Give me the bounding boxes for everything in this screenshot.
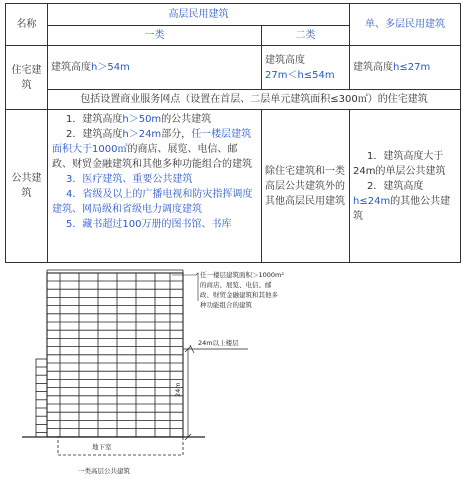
public-multi-cell	[350, 110, 461, 263]
area-callout	[172, 273, 198, 301]
row-label-residential: 住宅建筑	[6, 46, 48, 110]
public-c3-item-1: 1．建筑高度大于24m的单层公共建筑	[353, 150, 446, 177]
residential-c1-value: h＞54m	[91, 62, 130, 73]
building-classification-table	[5, 3, 461, 263]
header-multi-storey: 单、多层民用建筑	[350, 4, 461, 46]
callout-line-3: 政、财贸金融建筑和其他多	[200, 291, 278, 299]
above-24m-label: 24m以上楼层	[198, 339, 239, 347]
height-dimension	[185, 346, 191, 440]
public-c1-item-3: 3．医疗建筑、重要公共建筑	[66, 174, 193, 185]
public-c3-item-2: 2．建筑高度h≤24m的其他公共建筑	[353, 180, 451, 222]
public-class-1-cell	[48, 110, 262, 263]
public-c1-item-1: 1．建筑高度h＞50m的公共建筑	[66, 114, 212, 125]
figure-caption: 一类高层公共建筑	[78, 467, 130, 475]
residential-c3-value: h≤27m	[393, 62, 431, 73]
public-class-2-cell: 除住宅建筑和一类高层公共建筑外的其他高层民用建筑	[262, 110, 350, 263]
residential-class-2-cell	[262, 46, 350, 90]
header-class-2: 二类	[262, 26, 350, 46]
header-name: 名称	[6, 4, 48, 46]
residential-multi-cell	[350, 46, 461, 90]
public-c1-item-4: 4．省级及以上的广播电视和防灾指挥调度建筑、网局级和省级电力调度建筑	[52, 189, 253, 215]
residential-c2-prefix: 建筑高度	[265, 54, 305, 66]
residential-c1-prefix: 建筑高度	[51, 62, 91, 73]
residential-c2-value: 27m＜h≤54m	[265, 69, 335, 81]
residential-note: 包括设置商业服务网点（设置在首层、二层单元建筑面积≤300㎡）的住宅建筑	[48, 90, 461, 110]
header-class-1: 一类	[48, 26, 262, 46]
basement-label: 地下室	[92, 443, 112, 451]
public-c1-item-2: 2．建筑高度h＞24m部分，任一楼层建筑面积大于1000㎡的商店、展览、电信、邮政、财贸金融建筑和其他多种功能组合的建筑	[52, 129, 252, 170]
floor-lines	[36, 281, 183, 437]
callout-line-2: 的商店、展览、电信、邮	[200, 281, 272, 289]
residential-class-1-cell	[48, 46, 262, 90]
high-rise-building-diagram	[0, 265, 468, 481]
height-24m-label: 24m	[174, 382, 182, 397]
public-c1-item-5: 5．藏书超过100万册的图书馆、书库	[66, 219, 232, 230]
building-facade	[22, 273, 205, 455]
callout-line-4: 种功能组合的建筑	[200, 301, 252, 309]
header-high-rise: 高层民用建筑	[48, 4, 350, 26]
residential-c3-prefix: 建筑高度	[353, 62, 393, 73]
row-label-public: 公共建筑	[6, 110, 48, 263]
callout-line-1: 任一楼层建筑面积＞1000m²	[200, 271, 284, 279]
